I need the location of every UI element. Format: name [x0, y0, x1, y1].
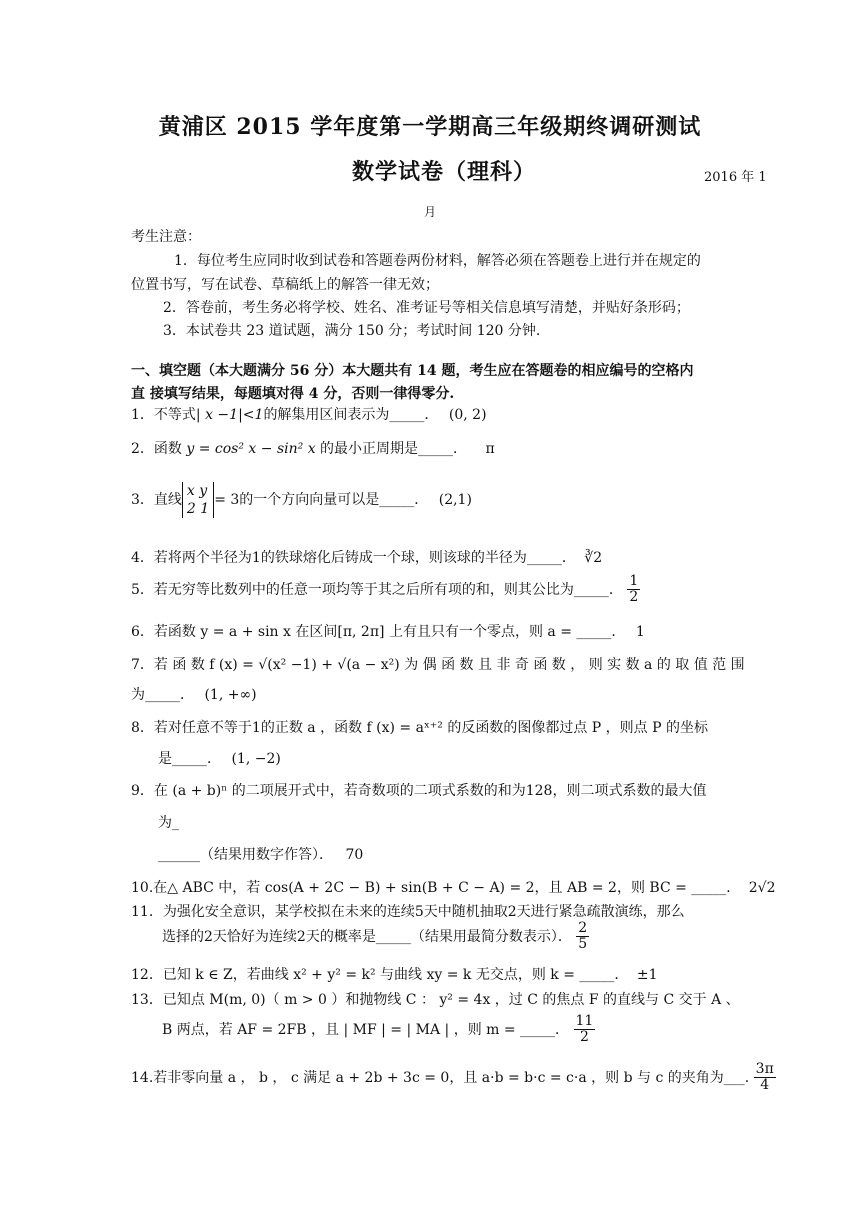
- answer-fraction: [754, 1062, 776, 1094]
- answer: 1: [635, 624, 645, 640]
- question-text: 不等式: [153, 407, 196, 423]
- answer-fraction: [576, 921, 589, 953]
- question-13: [131, 991, 740, 1010]
- question-12: [131, 966, 658, 985]
- question-text: 的一个方向向量可以是_____．: [239, 492, 429, 509]
- question-text: 是_____．: [158, 751, 221, 767]
- question-7: [131, 656, 745, 675]
- question-number: 1．: [131, 407, 154, 423]
- answer: 70: [345, 847, 364, 863]
- question-number: 4．: [131, 550, 154, 566]
- answer: ±1: [636, 967, 658, 983]
- question-math: y = cos² x − sin² x: [186, 441, 316, 457]
- determinant-row: x y: [186, 483, 208, 499]
- question-text: 的解集用区间表示为_____．: [263, 407, 439, 423]
- answer-denominator: 5: [578, 936, 588, 953]
- answer-denominator: 4: [760, 1077, 770, 1094]
- question-6: [131, 623, 645, 642]
- question-14: [131, 1062, 776, 1094]
- question-text: B 两点，若 AF = 2FB ，且 | MF | = | MA | ，则 m = _____．: [162, 1021, 570, 1038]
- question-2: [131, 440, 495, 459]
- question-13-cont: [162, 1014, 595, 1046]
- question-9: [131, 782, 706, 801]
- question-8-cont: [158, 750, 281, 769]
- question-number: 5．: [131, 581, 154, 598]
- question-text: 在△ ABC 中，若 cos(A + 2C − B) + sin(B + C − A) = 2，且 AB = 2，则 BC = _____．: [153, 880, 741, 896]
- question-math: = 3: [214, 492, 240, 509]
- question-text: 选择的2天恰好为连续2天的概率是_____（结果用最简分数表示）．: [162, 928, 572, 945]
- question-3: [131, 482, 472, 518]
- question-9-cont: 为_: [158, 815, 179, 831]
- question-number: 2．: [131, 441, 154, 457]
- question-1: [131, 406, 487, 425]
- question-number: 7．: [131, 657, 154, 673]
- question-8: [131, 719, 708, 738]
- question-number: 10.: [131, 880, 154, 896]
- answer-numerator: 3π: [755, 1061, 774, 1077]
- question-text: 若无穷等比数列中的任意一项均等于其之后所有项的和，则其公比为_____．: [153, 581, 623, 598]
- section-1-instructions: 直 接填写结果，每题填对得 4 分，否则一律得零分.: [131, 386, 455, 402]
- question-text: 若 函 数 f (x) = √(x² −1) + √(a − x²) 为 偶 函 数 且 非 奇 函 数 ， 则 实 数 a 的 取 值 范 围: [153, 657, 745, 673]
- question-text: 为_____．: [131, 687, 194, 703]
- answer-numerator: 2: [578, 920, 588, 936]
- question-text: ______（结果用数字作答）．: [158, 847, 333, 863]
- notice-item-3: 3．本试卷共 23 道试题，满分 150 分；考试时间 120 分钟.: [163, 323, 541, 339]
- question-5: [131, 574, 640, 606]
- answer: ∛2: [584, 550, 603, 566]
- answer-fraction: [574, 1014, 596, 1046]
- notice-item-1-line-2: 位置书写，写在试卷、草稿纸上的解答一律无效；: [131, 277, 439, 293]
- question-number: 11．: [131, 904, 163, 920]
- question-number: 14.: [131, 1069, 154, 1086]
- answer: 2√2: [748, 880, 776, 896]
- answer-denominator: 2: [629, 589, 639, 606]
- question-number: 6．: [131, 624, 154, 640]
- answer: π: [485, 441, 495, 457]
- exam-title: 黄浦区 2015 学年度第一学期高三年级期终调研测试: [158, 114, 702, 140]
- answer: (0, 2): [448, 407, 487, 423]
- question-text: 已知点 M(m, 0)（ m > 0 ）和抛物线 C ： y² = 4x ，过 C 的焦点 F 的直线与 C 交于 A 、: [162, 992, 740, 1008]
- question-text: 直线: [153, 492, 182, 509]
- question-7-cont: [131, 686, 257, 705]
- question-text: 若对任意不等于1的正数 a ，函数 f (x) = aˣ⁺² 的反函数的图像都过点 P ，则点 P 的坐标: [153, 720, 708, 736]
- determinant-row: 2 1: [186, 501, 210, 518]
- notice-heading: 考生注意：: [131, 229, 201, 245]
- question-number: 9．: [131, 783, 154, 799]
- determinant: [182, 482, 214, 518]
- notice-item-2: 2．答卷前，考生务必将学校、姓名、准考证号等相关信息填写清楚，并贴好条形码；: [163, 300, 690, 316]
- question-4: [131, 549, 602, 568]
- question-text: 在 (a + b)ⁿ 的二项展开式中，若奇数项的二项式系数的和为128，则二项式系数的最大值: [153, 783, 707, 799]
- answer-numerator: 1: [629, 573, 639, 589]
- question-11: [131, 903, 685, 922]
- exam-date: 2016 年 1: [704, 170, 767, 185]
- question-11-cont: [162, 921, 589, 953]
- answer-denominator: 2: [579, 1029, 589, 1046]
- question-text: 若非零向量 a ， b ， c 满足 a + 2b + 3c = 0，且 a·b = b·c = c·a ，则 b 与 c 的夹角为___.: [153, 1069, 750, 1086]
- question-text: 若函数 y = a + sin x 在区间[π, 2π] 上有且只有一个零点，则 a = _____．: [153, 624, 626, 640]
- answer-fraction: [627, 574, 640, 606]
- question-number: 3．: [131, 492, 154, 509]
- question-9-cont-2: [158, 846, 363, 865]
- question-text: 的最小正周期是_____．: [315, 441, 468, 457]
- exam-date-month: 月: [423, 205, 436, 219]
- question-number: 13．: [131, 992, 163, 1008]
- answer: (1, +∞): [204, 687, 257, 703]
- answer: (1, −2): [231, 751, 281, 767]
- notice-item-1-line-1: 1．每位考生应同时收到试卷和答题卷两份材料，解答必须在答题卷上进行并在规定的: [174, 253, 701, 269]
- question-text: 已知 k ∈ Z，若曲线 x² + y² = k² 与曲线 xy = k 无交点，则 k = _____．: [162, 967, 629, 983]
- answer-numerator: 11: [575, 1013, 594, 1029]
- question-10: [131, 879, 775, 898]
- question-text: 若将两个半径为1的铁球熔化后铸成一个球，则该球的半径为_____．: [153, 550, 576, 566]
- question-number: 8．: [131, 720, 154, 736]
- question-text: 为强化安全意识，某学校拟在未来的连续5天中随机抽取2天进行紧急疏散演练，那么: [162, 904, 685, 920]
- answer: (2,1): [438, 492, 472, 509]
- question-text: 函数: [153, 441, 187, 457]
- question-math: | x −1|<1: [195, 407, 264, 423]
- section-1-heading: 一、填空题（本大题满分 56 分）本大题共有 14 题，考生应在答题卷的相应编号的空格内: [131, 363, 694, 379]
- exam-subtitle: 数学试卷（理科）: [352, 159, 537, 185]
- question-number: 12．: [131, 967, 163, 983]
